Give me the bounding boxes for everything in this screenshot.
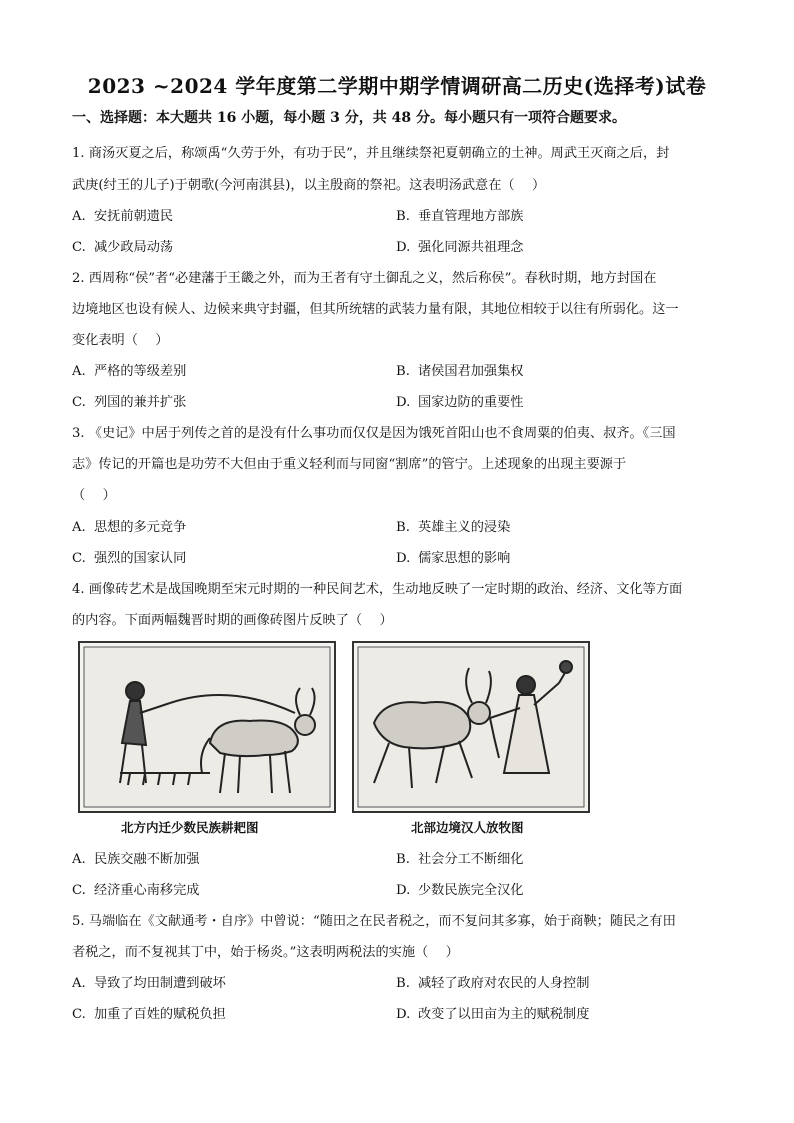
q1-option-b[interactable]: B. 垂直管理地方部族	[396, 209, 524, 224]
q2-option-a[interactable]: A. 严格的等级差别	[72, 364, 187, 379]
q4-option-d[interactable]: D. 少数民族完全汉化	[396, 883, 524, 898]
plowing-illustration	[80, 643, 334, 811]
q2-stem-line-2: 边境地区也设有候人、边候来典守封疆，但其所统辖的武装力量有限，其地位相较于以往有所弱化。这一	[72, 302, 679, 317]
q4-option-c[interactable]: C. 经济重心南移完成	[72, 883, 200, 898]
q1-option-d[interactable]: D. 强化同源共祖理念	[396, 240, 524, 255]
q1-stem-line-2: 武庚(纣王的儿子)于朝歌(今河南淇县)，以主殷商的祭祀。这表明汤武意在（ ）	[72, 178, 546, 193]
q3-option-c[interactable]: C. 强烈的国家认同	[72, 551, 187, 566]
q5-option-a[interactable]: A. 导致了均田制遭到破坏	[72, 976, 226, 991]
plowing-caption: 北方内迁少数民族耕耙图	[121, 820, 259, 835]
q1-option-c[interactable]: C. 减少政局动荡	[72, 240, 174, 255]
exam-title: 2023 ~2024 学年度第二学期中期学情调研高二历史(选择考)试卷	[87, 74, 707, 98]
q5-option-c[interactable]: C. 加重了百姓的赋税负担	[72, 1007, 226, 1022]
q3-stem-line-1: 3. 《史记》中居于列传之首的是没有什么事功而仅仅是因为饿死首阳山也不食周粟的伯夷、叔齐。《三国	[72, 426, 676, 441]
q5-stem-line-1: 5. 马端临在《文献通考・自序》中曾说：“随田之在民者税之，而不复问其多寡，始于商鞅；随民之有田	[72, 914, 676, 929]
plowing-brick-image	[78, 641, 336, 813]
q5-stem-line-2: 者税之，而不复视其丁中，始于杨炎。”这表明两税法的实施（ ）	[72, 945, 459, 960]
q4-stem-line-1: 4. 画像砖艺术是战国晚期至宋元时期的一种民间艺术，生动地反映了一定时期的政治、经济、文化等方面	[72, 582, 683, 597]
q2-option-c[interactable]: C. 列国的兼并扩张	[72, 395, 187, 410]
q3-option-b[interactable]: B. 英雄主义的浸染	[396, 520, 511, 535]
q5-option-b[interactable]: B. 减轻了政府对农民的人身控制	[396, 976, 590, 991]
q2-option-b[interactable]: B. 诸侯国君加强集权	[396, 364, 524, 379]
q2-stem-line-1: 2. 西周称“侯”者“必建藩于王畿之外，而为王者有守土御乱之义，然后称侯”。春秋时期，地方封国在	[72, 271, 657, 286]
herding-illustration	[354, 643, 588, 811]
section-heading: 一、选择题：本大题共 16 小题，每小题 3 分，共 48 分。每小题只有一项符合题要求。	[72, 110, 626, 126]
q3-stem-line-2: 志》传记的开篇也是功劳不大但由于重义轻利而与同窗“割席”的管宁。上述现象的出现主要源于	[72, 457, 627, 472]
q1-option-a[interactable]: A. 安抚前朝遗民	[72, 209, 174, 224]
q4-option-b[interactable]: B. 社会分工不断细化	[396, 852, 524, 867]
q5-option-d[interactable]: D. 改变了以田亩为主的赋税制度	[396, 1007, 590, 1022]
q1-stem-line-1: 1. 商汤灭夏之后，称颂禹“久劳于外，有功于民”，并且继续祭祀夏朝确立的土神。周武王灭商之后，封	[72, 146, 670, 161]
herding-brick-image	[352, 641, 590, 813]
q2-stem-line-3: 变化表明（ ）	[72, 333, 169, 348]
q2-option-d[interactable]: D. 国家边防的重要性	[396, 395, 524, 410]
q3-option-d[interactable]: D. 儒家思想的影响	[396, 551, 511, 566]
q4-option-a[interactable]: A. 民族交融不断加强	[72, 852, 200, 867]
herding-caption: 北部边境汉人放牧图	[411, 820, 524, 835]
q3-option-a[interactable]: A. 思想的多元竞争	[72, 520, 187, 535]
q4-stem-line-2: 的内容。下面两幅魏晋时期的画像砖图片反映了（ ）	[72, 613, 393, 628]
q3-stem-line-3: （ ）	[72, 488, 116, 503]
